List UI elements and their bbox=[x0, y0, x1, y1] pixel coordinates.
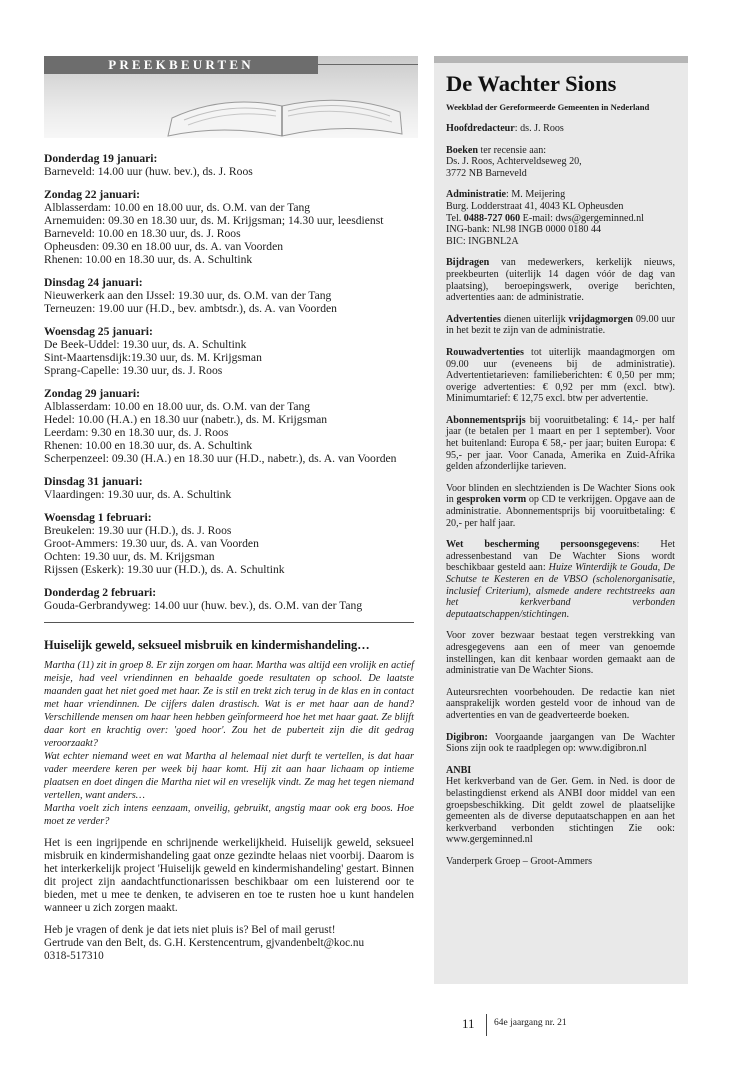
schedule-day bbox=[44, 276, 414, 315]
block-text: bij vooruitbetaling: € 14,- per half jaar (te betalen per 1 maart en per 1 september). Voor het buitenland: Europa € 58,- per jaar; buiten Europa: € 95,- per jaar. Voor Canada, Amerika en Zuid-Afrika gelden afzonderlijke tarieven. bbox=[446, 414, 675, 473]
open-book-icon bbox=[164, 76, 404, 138]
masthead-subtitle: Weekblad der Gereformeerde Gemeenten in Nederland bbox=[446, 102, 650, 112]
anbi-block bbox=[446, 765, 675, 846]
schedule-day bbox=[44, 325, 414, 377]
left-column bbox=[44, 56, 414, 963]
service-line: Scherpenzeel: 09.30 (H.A.) en 18.30 uur (H.D., nabetr.), ds. A. van Voorden bbox=[44, 452, 397, 465]
blinden-block bbox=[446, 483, 675, 529]
contact-line bbox=[446, 213, 675, 225]
schedule-day bbox=[44, 152, 414, 178]
day-heading: Zondag 22 januari: bbox=[44, 188, 140, 201]
bank-line: ING-bank: NL98 INGB 0000 0180 44 bbox=[446, 224, 602, 236]
block-text: : ds. J. Roos bbox=[514, 123, 564, 134]
address-line: Ds. J. Roos, Achterveldseweg 20, bbox=[446, 156, 582, 168]
email-text: E-mail: dws@gergeminned.nl bbox=[520, 212, 644, 224]
block-text: Het kerkverband van de Ger. Gem. in Ned. is door de belastingdienst erkend als ANBI door middel van een groepsbeschikking. Dit geldt zowel de plaatselijke gemeenten als de diverse deputaatschappen en aan het kerkverband verbonden stichtingen Zie ook: www.gergeminned.nl bbox=[446, 776, 675, 846]
service-line: Ochten: 19.30 uur, ds. M. Krijgsman bbox=[44, 550, 215, 563]
boeken-block bbox=[446, 145, 675, 180]
service-line: Hedel: 10.00 (H.A.) en 18.30 uur (nabetr.), ds. M. Krijgsman bbox=[44, 413, 328, 426]
service-line: Barneveld: 10.00 en 18.30 uur, ds. J. Roos bbox=[44, 227, 241, 240]
service-line: Leerdam: 9.30 en 18.30 uur, ds. J. Roos bbox=[44, 426, 229, 439]
abonnementsprijs-block bbox=[446, 415, 675, 473]
service-line: Barneveld: 14.00 uur (huw. bev.), ds. J. Roos bbox=[44, 165, 253, 178]
service-line: Nieuwerkerk aan den IJssel: 19.30 uur, ds. O.M. van der Tang bbox=[44, 289, 332, 302]
service-line: Rhenen: 10.00 en 18.30 uur, ds. A. Schultink bbox=[44, 253, 253, 266]
schedule bbox=[44, 152, 414, 612]
contact-line: 0318-517310 bbox=[44, 950, 104, 962]
service-line: Gouda-Gerbrandyweg: 14.00 uur (huw. bev.), ds. O.M. van der Tang bbox=[44, 599, 363, 612]
service-line: Opheusden: 09.30 en 18.00 uur, ds. A. van Voorden bbox=[44, 240, 284, 253]
service-line: Vlaardingen: 19.30 uur, ds. A. Schultink bbox=[44, 488, 232, 501]
bijdragen-block bbox=[446, 257, 675, 303]
service-line: Groot-Ammers: 19.30 uur, ds. A. van Voorden bbox=[44, 537, 259, 550]
section-banner bbox=[44, 56, 418, 138]
institutions-list: Huize Winterdijk te Gouda, De Schutse te Kesteren en de VBSO (scholenorganisatie, inclusief Criterium), alsmede andere rechtstreeks aan het kerkverband verbonden deputaatschappen/stichtingen bbox=[446, 562, 675, 620]
block-label: Boeken bbox=[446, 144, 478, 156]
block-label: Hoofdredacteur bbox=[446, 123, 515, 134]
printer-credit: Vanderperk Groep – Groot-Ammers bbox=[446, 855, 593, 867]
block-end: . bbox=[566, 608, 570, 620]
block-label: Advertenties bbox=[446, 313, 501, 325]
service-line: Terneuzen: 19.00 uur (H.D., bev. ambtsdr.), ds. A. van Voorden bbox=[44, 302, 337, 315]
block-text: Voor blinden en slechtzienden is De Wachter Sions ook in bbox=[446, 482, 675, 506]
deadline-highlight: vrijdagmorgen bbox=[568, 313, 634, 325]
page-number: 11 bbox=[462, 1016, 475, 1031]
service-line: Breukelen: 19.30 uur (H.D.), ds. J. Roos bbox=[44, 524, 232, 537]
service-line: De Beek-Uddel: 19.30 uur, ds. A. Schultink bbox=[44, 338, 247, 351]
article-contact bbox=[44, 924, 414, 963]
block-text: tot uiterlijk maandagmorgen om 09.00 uur (eveneens bij de administratie). Advertentietarieven: familieberichten: € 0,50 per mm; overige advertenties: € 0,92 per mm (excl. btw). Minimumtarief: € 12,75 excl. btw per advertentie. bbox=[446, 346, 675, 405]
day-heading: Dinsdag 24 januari: bbox=[44, 276, 143, 289]
masthead-top-bar bbox=[434, 56, 688, 63]
block-label: Wet bescherming persoonsgegevens bbox=[446, 539, 637, 551]
day-heading: Donderdag 2 februari: bbox=[44, 586, 157, 599]
schedule-day bbox=[44, 511, 414, 576]
contact-line: Gertrude van den Belt, ds. G.H. Kerstencentrum, gjvandenbelt@koc.nu bbox=[44, 937, 365, 949]
block-text: van medewerkers, kerkelijk nieuws, preekbeurten (uiterlijk 14 dagen vóór de dag van plaatsing), beroepingswerk, overige berichten, advertenties aan: de administratie. bbox=[446, 257, 675, 304]
block-text: ter recensie aan: bbox=[477, 144, 547, 156]
day-heading: Woensdag 1 februari: bbox=[44, 511, 152, 524]
article-body: Het is een ingrijpende en schrijnende werkelijkheid. Huiselijk geweld, seksueel misbruik en kindermishandeling gaat onze gezindte helaas niet voorbij. Daarom is het interkerkelijk project 'Huiselijk geweld en kindermishandeling' gestart. Binnen dit project zijn aandachtfunctionarissen beschikbaar om een luisterend oor te bieden, met u mee te denken, te adviseren en toe te rusten hoe u kunt handelen wanneer u zich zorgen maakt. bbox=[44, 837, 414, 914]
advertenties-block bbox=[446, 314, 675, 337]
service-line: Sprang-Capelle: 19.30 uur, ds. J. Roos bbox=[44, 364, 223, 377]
article-title: Huiselijk geweld, seksueel misbruik en kindermishandeling… bbox=[44, 638, 370, 652]
block-label: Bijdragen bbox=[446, 257, 490, 269]
service-line: Sint-Maartensdijk:19.30 uur, ds. M. Krijgsman bbox=[44, 351, 262, 364]
service-line: Arnemuiden: 09.30 en 18.30 uur, ds. M. Krijgsman; 14.30 uur, leesdienst bbox=[44, 214, 384, 227]
block-label: Digibron: bbox=[446, 731, 488, 743]
schedule-day bbox=[44, 475, 414, 501]
address-line: 3772 NB Barneveld bbox=[446, 167, 527, 179]
hoofdredacteur-block bbox=[446, 123, 675, 135]
auteursrecht-block: Auteursrechten voorbehouden. De redactie kan niet aansprakelijk worden gesteld voor de inhoud van de advertenties en van de geadverteerde boeken. bbox=[446, 686, 675, 721]
schedule-day bbox=[44, 188, 414, 266]
service-line: Rhenen: 10.00 en 18.30 uur, ds. A. Schultink bbox=[44, 439, 253, 452]
address-line: Burg. Lodderstraat 41, 4043 KL Opheusden bbox=[446, 200, 624, 212]
audio-highlight: gesproken vorm bbox=[456, 494, 527, 506]
rouwadvertenties-block bbox=[446, 347, 675, 405]
footer-divider bbox=[486, 1014, 487, 1036]
bank-line: BIC: INGBNL2A bbox=[446, 235, 519, 247]
masthead-column bbox=[434, 56, 688, 984]
day-heading: Woensdag 25 januari: bbox=[44, 325, 153, 338]
block-text: : Het adressenbestand van De Wachter Sions wordt beschikbaar gesteld aan: bbox=[446, 539, 675, 574]
phone-number: 0488-727 060 bbox=[463, 212, 521, 224]
block-text: : M. Meijering bbox=[506, 189, 566, 201]
schedule-day bbox=[44, 387, 414, 465]
schedule-day bbox=[44, 586, 414, 612]
section-divider bbox=[44, 622, 414, 623]
day-heading: Dinsdag 31 januari: bbox=[44, 475, 143, 488]
intro-paragraph: Wat echter niemand weet en wat Martha al helemaal niet durft te vertellen, is dat haar vader meerdere keren per week bij haar komt. Hij zit aan haar lichaam op intieme plaatsen en doet dingen die Martha niet wil en vreselijk vindt. Ze mag het tegen niemand vertellen, want anders… bbox=[44, 751, 414, 801]
article-intro bbox=[44, 659, 414, 828]
block-label: ANBI bbox=[446, 764, 472, 776]
block-text: 09.00 uur in het bezit te zijn van de administratie. bbox=[446, 313, 675, 337]
block-label: Abonnementsprijs bbox=[446, 414, 526, 426]
block-text: Voorgaande jaargangen van De Wachter Sions zijn ook te raadplegen op: www.digibron.nl bbox=[446, 731, 675, 755]
banner-rule bbox=[318, 64, 418, 65]
day-heading: Zondag 29 januari: bbox=[44, 387, 140, 400]
masthead-title: De Wachter Sions bbox=[446, 71, 617, 96]
tel-prefix: Tel. bbox=[446, 212, 464, 224]
block-label: Rouwadvertenties bbox=[446, 346, 524, 358]
service-line: Alblasserdam: 10.00 en 18.00 uur, ds. O.M. van der Tang bbox=[44, 201, 311, 214]
service-line: Alblasserdam: 10.00 en 18.00 uur, ds. O.M. van der Tang bbox=[44, 400, 311, 413]
bezwaar-block: Voor zover bezwaar bestaat tegen verstrekking van adresgegevens aan een of meer van genoemde instellingen, kan dit kenbaar worden gemaakt aan de administratie van De Wachter Sions. bbox=[446, 630, 675, 677]
section-title: PREEKBEURTEN bbox=[44, 56, 318, 74]
block-label: Administratie bbox=[446, 189, 506, 201]
contact-line: Heb je vragen of denk je dat iets niet pluis is? Bel of mail gerust! bbox=[44, 924, 336, 936]
block-text: dienen uiterlijk bbox=[500, 313, 569, 325]
digibron-block bbox=[446, 732, 675, 755]
block-text: op CD te verkrijgen. Opgave aan de administratie. Abonnementsprijs bij vooruitbetaling: € 20,- per half jaar. bbox=[446, 494, 675, 529]
service-line: Rijssen (Eskerk): 19.30 uur (H.D.), ds. A. Schultink bbox=[44, 563, 285, 576]
administratie-block bbox=[446, 189, 675, 247]
wbp-block bbox=[446, 539, 675, 620]
intro-paragraph: Martha (11) zit in groep 8. Er zijn zorgen om haar. Martha was altijd een vrolijk en actief meisje, had veel vriendinnen en behaalde goede resultaten op school. De laatste maanden gaat het niet goed met haar. Ze is stil en trekt zich terug in de klas en in contact met haar vriendinnen. De cijfers dalen drastisch. Wat is er met haar aan de hand? Verschillende mensen om haar heen hebben geïnformeerd hoe het met haar gaat. Ze blijft daar kort en krachtig over: 'goed hoor'. Zou het de puberteit zijn die dit gedrag veroorzaakt? bbox=[44, 660, 414, 749]
day-heading: Donderdag 19 januari: bbox=[44, 152, 158, 165]
volume-issue: 64e jaargang nr. 21 bbox=[494, 1018, 567, 1028]
intro-paragraph: Martha voelt zich intens eenzaam, onveilig, gebruikt, angstig maar ook erg boos. Hoe moet ze verder? bbox=[44, 803, 414, 827]
